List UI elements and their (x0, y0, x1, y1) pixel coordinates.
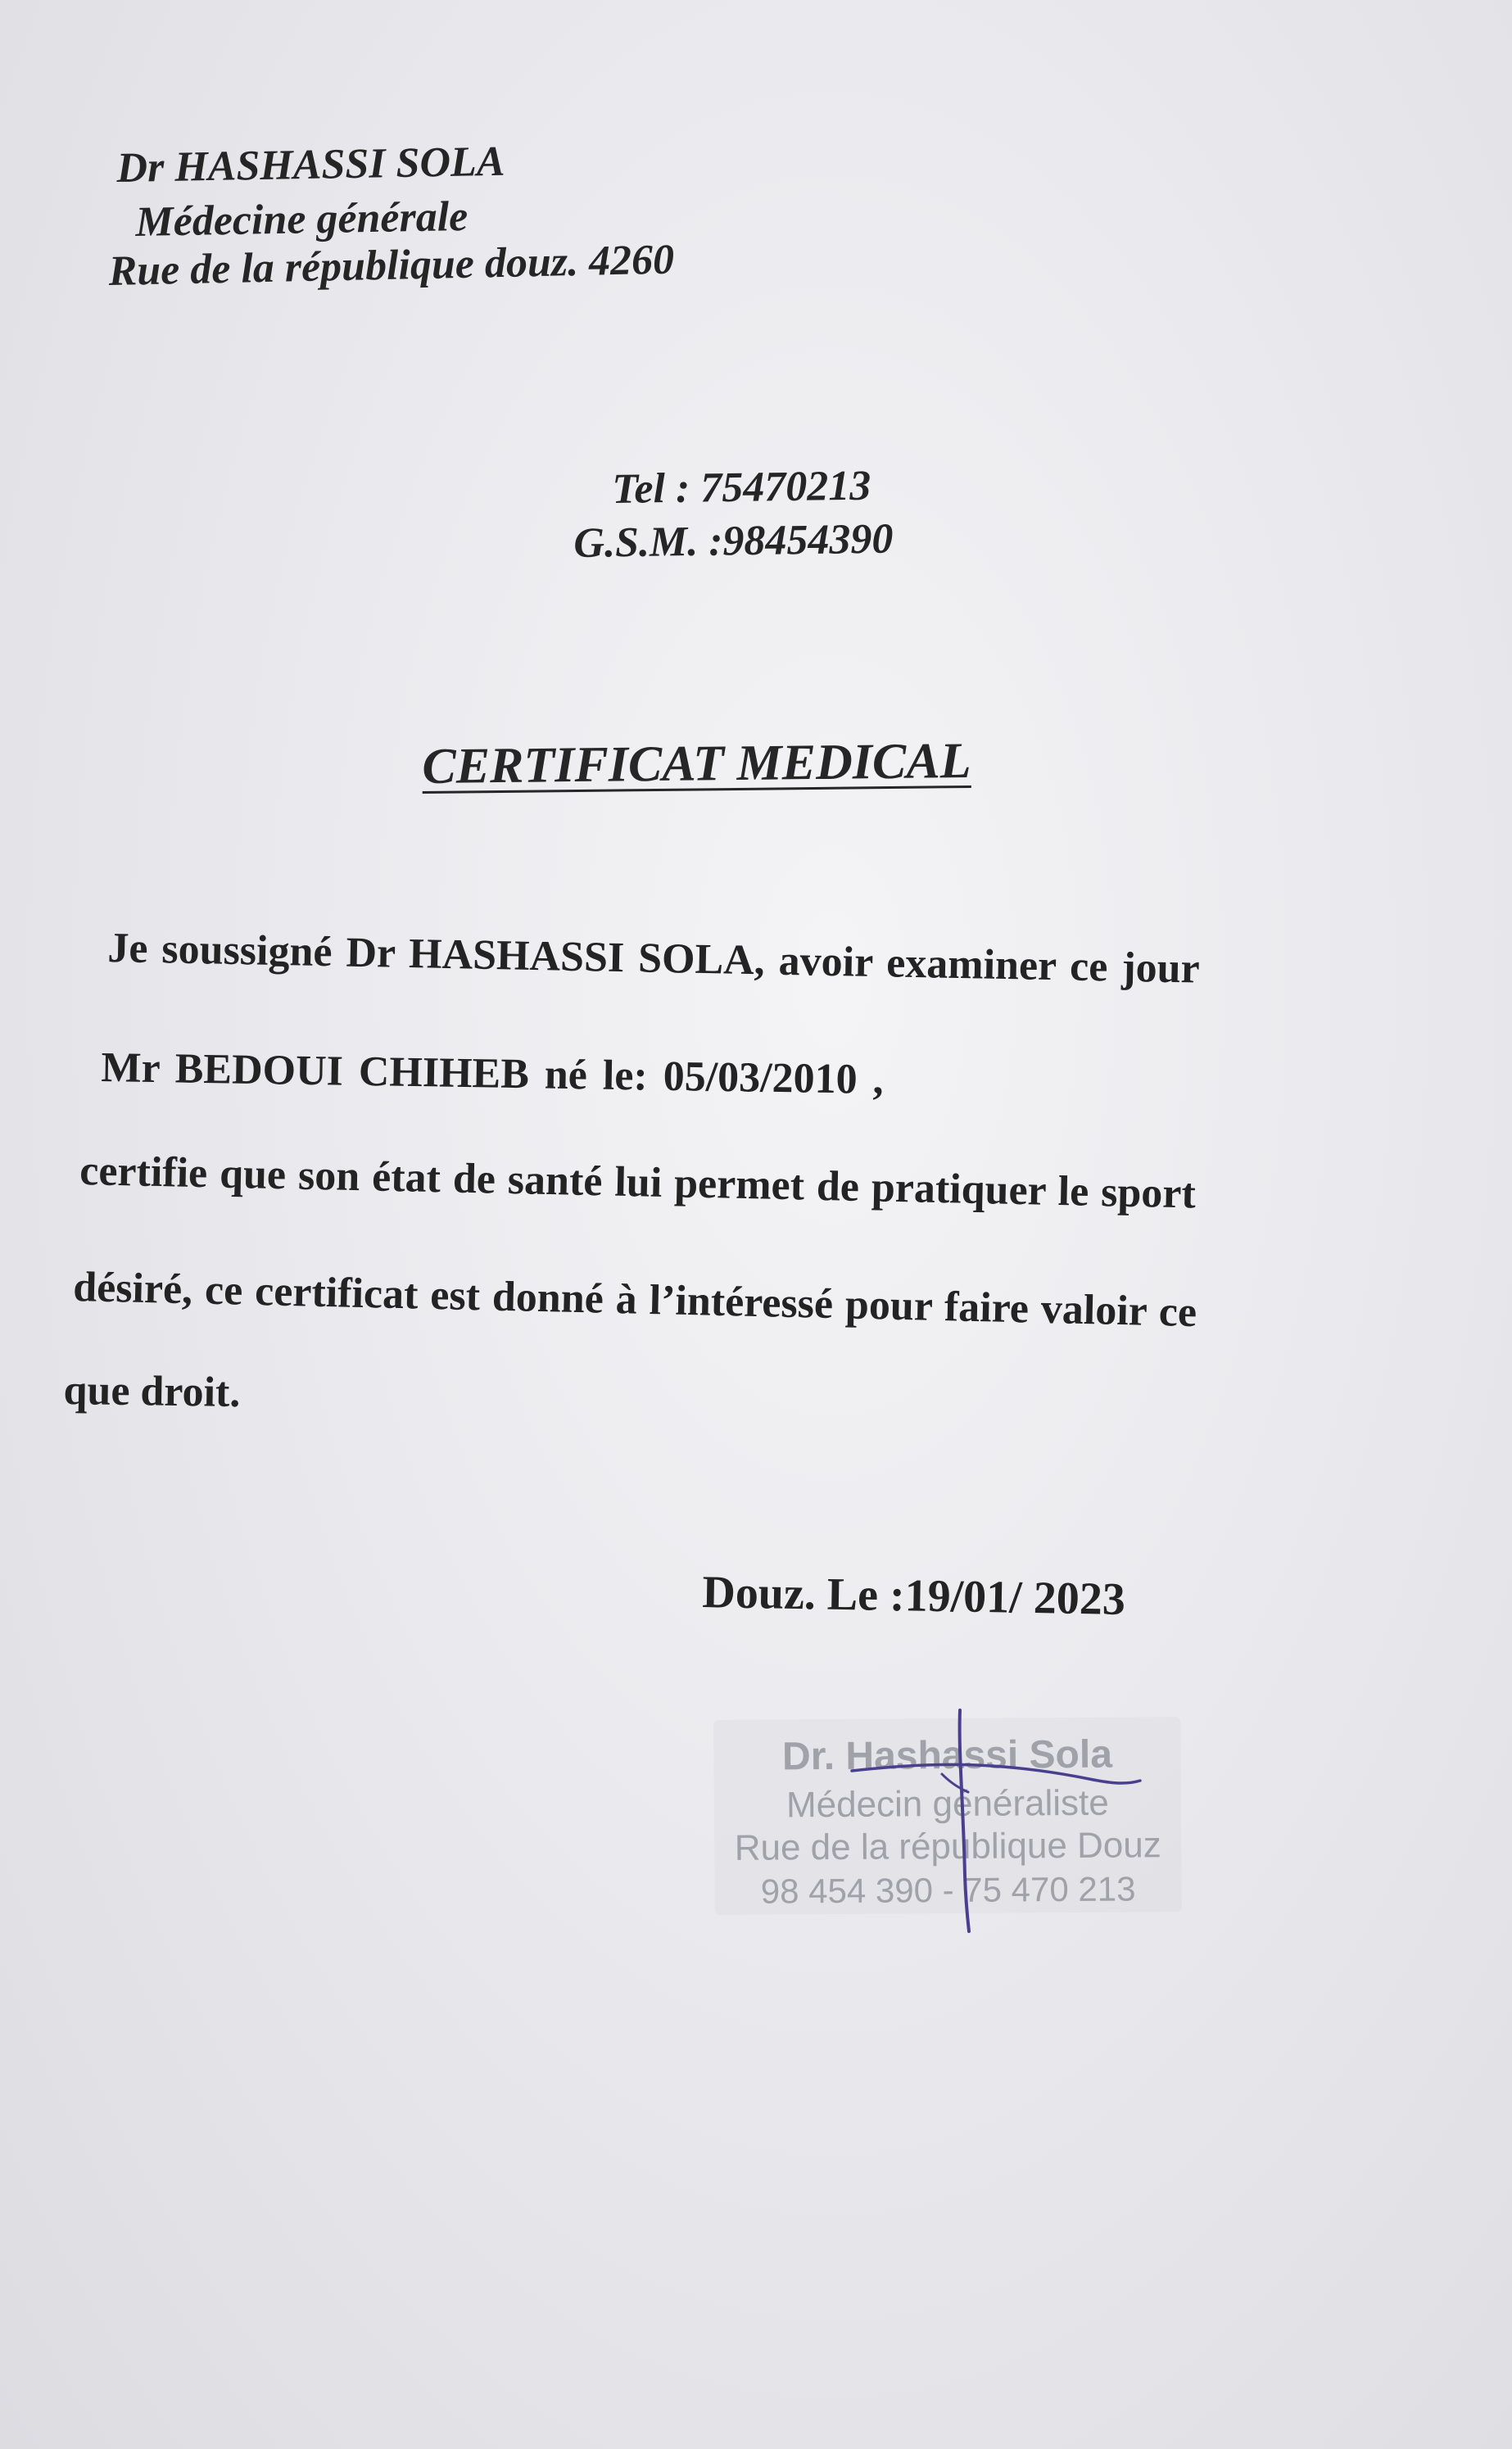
stamp-address: Rue de la république Douz (734, 1825, 1161, 1868)
body-line: Je soussigné Dr HASHASSI SOLA, avoir examiner ce jour (106, 924, 1201, 993)
body-line: que droit. (63, 1366, 241, 1417)
stamp-doctor-name: Dr. Hashassi Sola (781, 1732, 1113, 1779)
place-and-date: Douz. Le :19/01/ 2023 (701, 1566, 1126, 1626)
doctor-name: Dr HASHASSI SOLA (116, 138, 505, 192)
certificate-title: CERTIFICAT MEDICAL (422, 732, 971, 794)
letterhead (0, 0, 1512, 590)
stamp-phones: 98 454 390 - 75 470 213 (760, 1869, 1136, 1911)
telephone-number: Tel : 75470213 (612, 462, 871, 513)
patient-line: Mr BEDOUI CHIHEB né le: 05/03/2010 , (101, 1043, 885, 1103)
doctor-specialty: Médecine générale (135, 192, 469, 246)
doctor-address: Rue de la république douz. 4260 (108, 236, 675, 295)
mobile-number: G.S.M. :98454390 (573, 515, 894, 567)
handwritten-signature (819, 1695, 1171, 1941)
body-line: désiré, ce certificat est donné à l’intéressé pour faire valoir ce (72, 1263, 1197, 1337)
stamp-specialty: Médecin généraliste (785, 1782, 1109, 1826)
body-line: certifie que son état de santé lui permet de pratiquer le sport (79, 1147, 1197, 1218)
title-row (422, 731, 971, 796)
